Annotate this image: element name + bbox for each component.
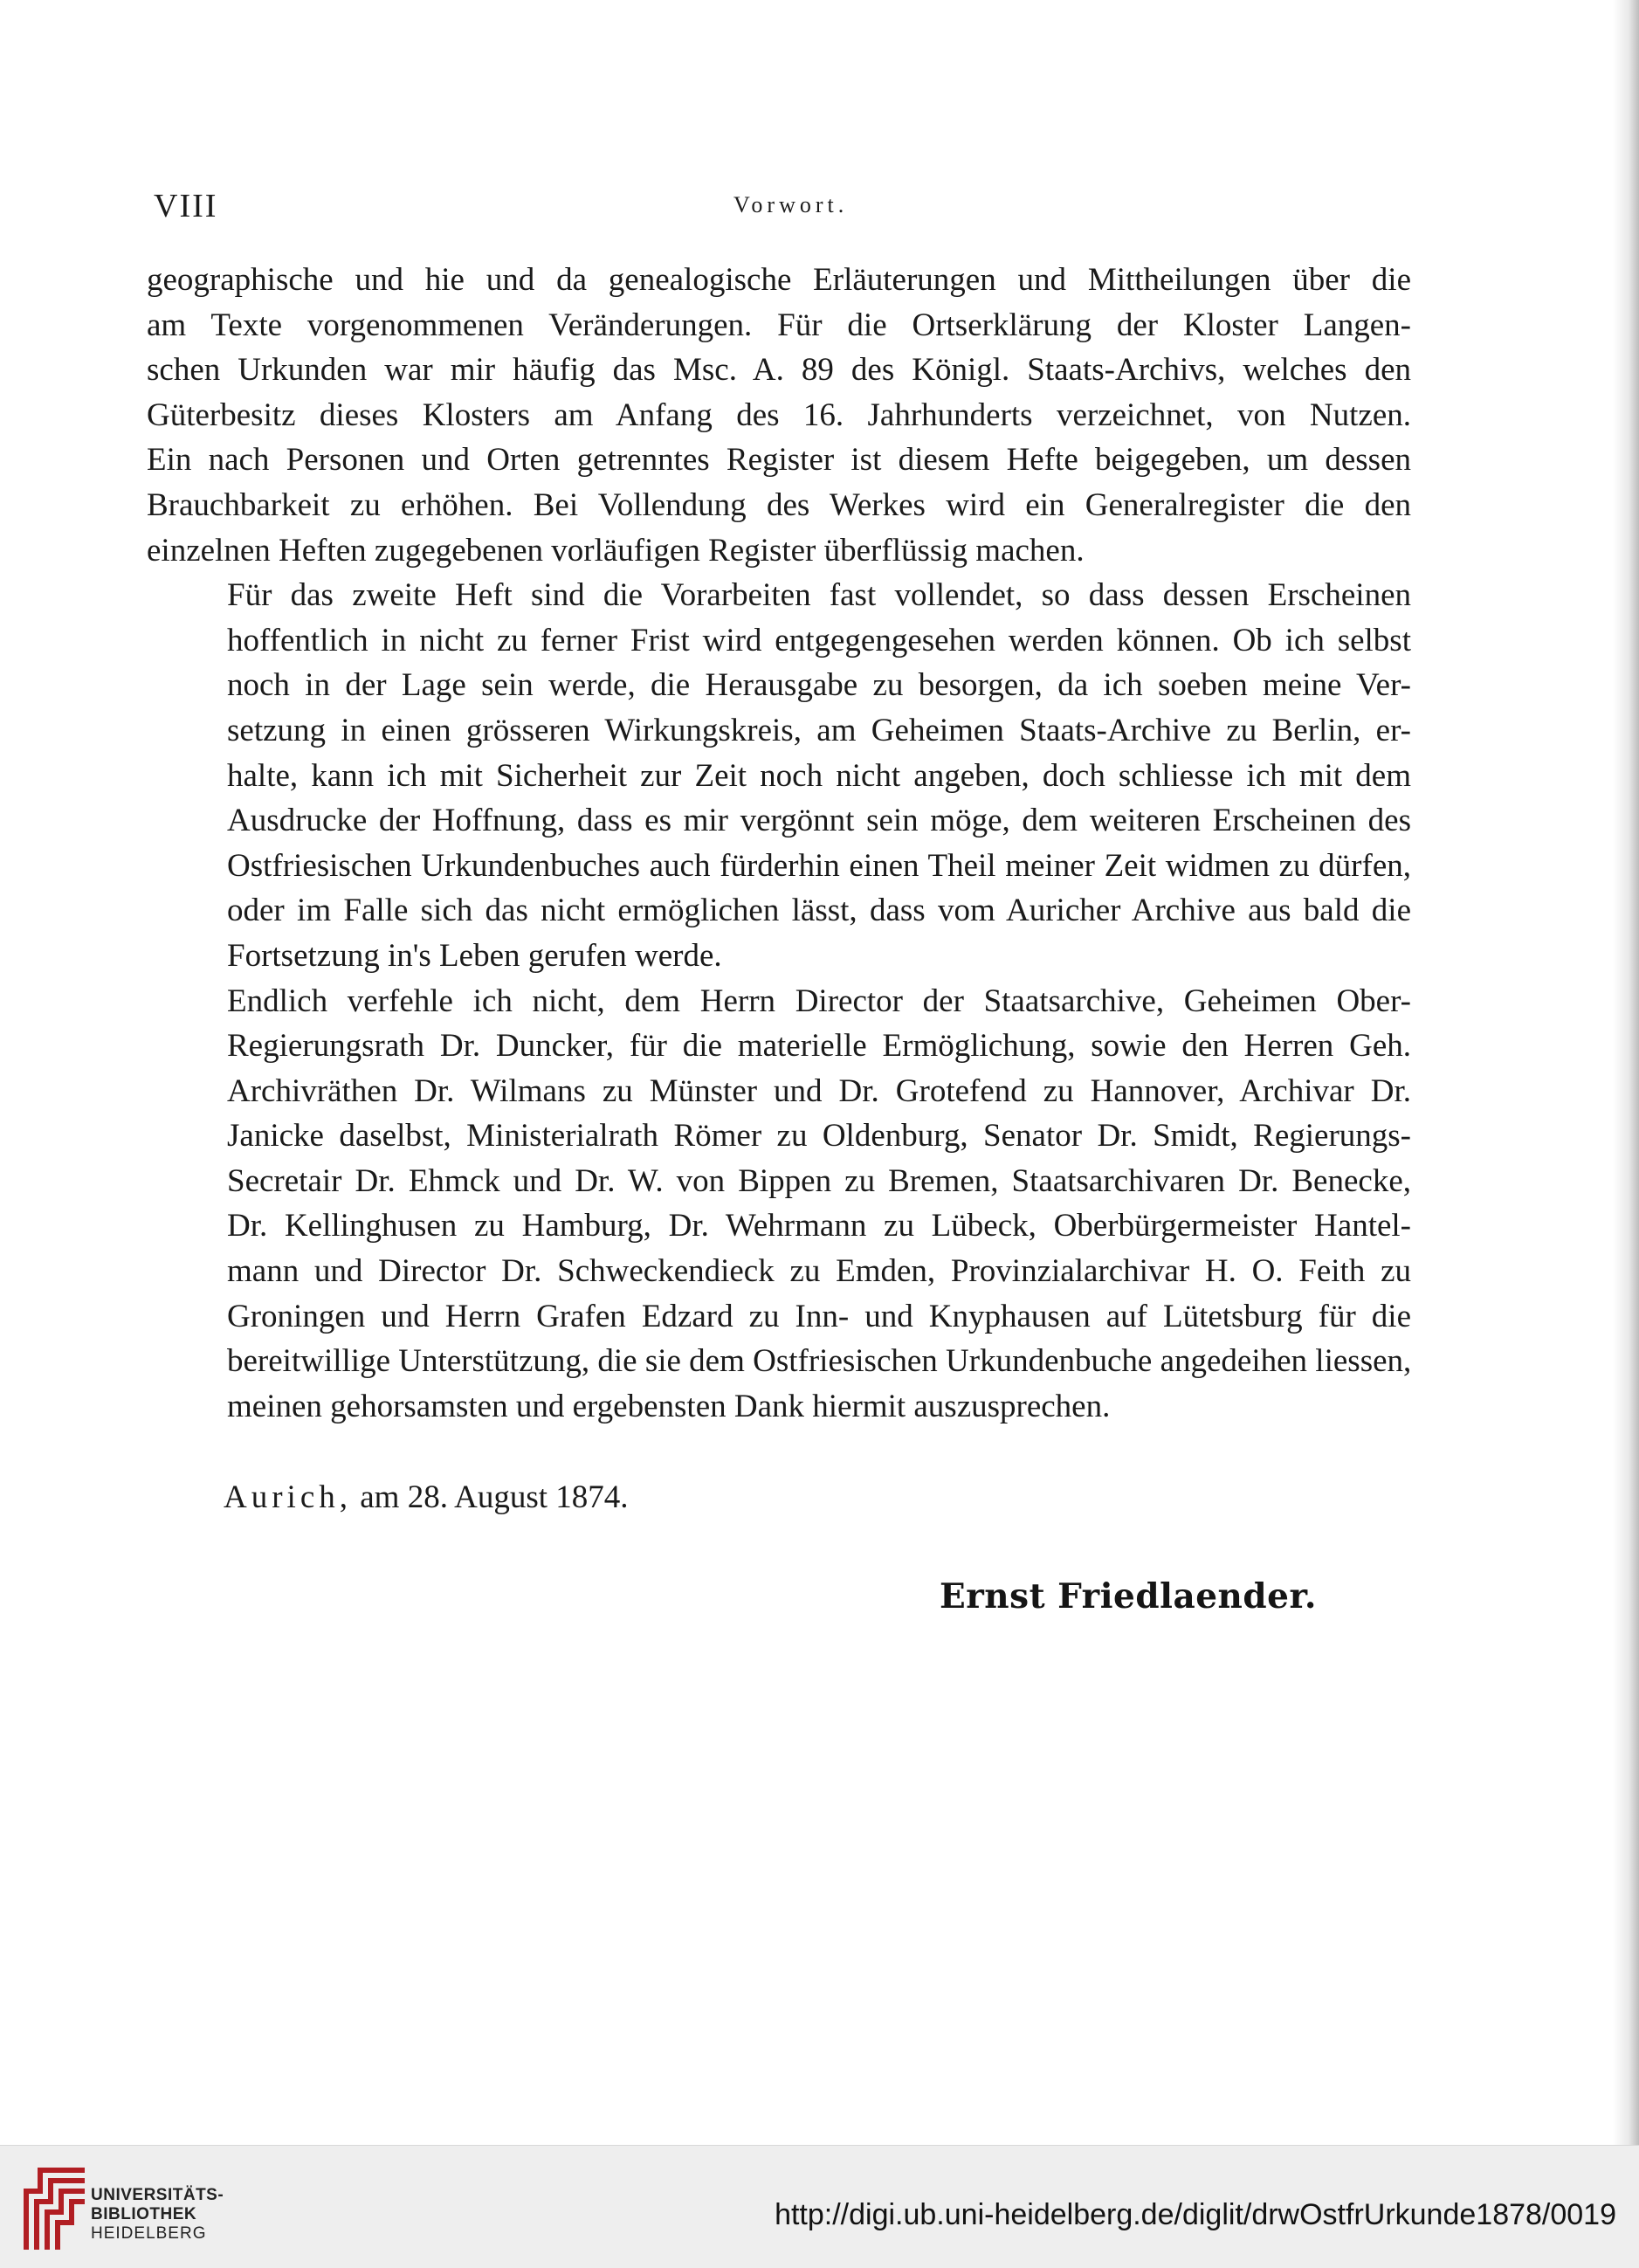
text-line: hoffentlich in nicht zu ferner Frist wird entgegengesehen werden können. Ob ich selbst [227,622,1411,658]
paragraph-3 [147,979,1411,1430]
text-line: oder im Falle sich das nicht ermöglichen lässt, dass vom Auricher Archive aus bald die [227,893,1411,929]
text-line: am Texte vorgenommenen Veränderungen. Für die Ortserklärung der Kloster Langen- [147,307,1411,343]
text-line: Ostfriesischen Urkundenbuches auch fürderhin einen Theil meiner Zeit widmen zu dürfen, [227,847,1411,884]
text-line: Secretair Dr. Ehmck und Dr. W. von Bippen zu Bremen, Staatsarchivaren Dr. Benecke, [227,1162,1411,1199]
paragraph-2 [147,573,1411,978]
text-line: Ein nach Personen und Orten getrenntes Register ist diesem Hefte beigegeben, um dessen [147,442,1411,479]
text-line: Brauchbarkeit zu erhöhen. Bei Vollendung des Werkes wird ein Generalregister die den [147,486,1411,523]
text-line: mann und Director Dr. Schweckendieck zu Emden, Provinzialarchivar H. O. Feith zu [227,1253,1411,1290]
text-line: bereitwillige Unterstützung, die sie dem Ostfriesischen Urkundenbuche angedeihen liessen, [227,1343,1412,1380]
text-line: halte, kann ich mit Sicherheit zur Zeit noch nicht angeben, doch schliesse ich mit dem [227,757,1411,794]
library-name-line1: UNIVERSITÄTS- [91,2186,224,2204]
text-line: einzelnen Heften zugegebenen vorläufigen Register überflüssig machen. [147,532,1085,569]
text-line: Groningen und Herrn Grafen Edzard zu Inn- und Knyphausen auf Lütetsburg für die [227,1298,1411,1334]
library-name-line2: BIBLIOTHEK [91,2205,197,2223]
text-line: Dr. Kellinghusen zu Hamburg, Dr. Wehrmann zu Lübeck, Oberbürgermeister Hantel- [227,1208,1411,1244]
library-logo-icon [21,2165,89,2252]
author-signature: Ernst Friedlaender. [940,1576,1318,1617]
body-text [147,258,1411,1429]
running-title: Vorwort. [733,192,849,217]
text-line: Janicke daselbst, Ministerialrath Römer zu Oldenburg, Senator Dr. Smidt, Regierungs- [227,1118,1411,1155]
text-line: Güterbesitz dieses Klosters am Anfang des 16. Jahrhunderts verzeichnet, von Nutzen. [147,396,1411,433]
text-line: schen Urkunden war mir häufig das Msc. A. 89 des Königl. Staats-Archivs, welches den [147,352,1411,389]
text-line: setzung in einen grösseren Wirkungskreis, am Geheimen Staats-Archive zu Berlin, er- [227,712,1411,748]
page-header [154,187,1411,231]
library-footer [0,2145,1639,2268]
text-line: Archivräthen Dr. Wilmans zu Münster und Dr. Grotefend zu Hannover, Archivar Dr. [227,1072,1411,1109]
text-line: geographische und hie und da genealogische Erläuterungen und Mittheilungen über die [147,262,1411,298]
text-line: Endlich verfehle ich nicht, dem Herrn Director der Staatsarchive, Geheimen Ober- [227,982,1411,1019]
page-edge-shadow [1613,0,1639,2145]
library-name [91,2186,224,2244]
dateline-place: Aurich, [224,1479,352,1515]
text-line: Fortsetzung in's Leben gerufen werde. [227,937,722,974]
text-line: meinen gehorsamsten und ergebensten Dank hiermit auszusprechen. [227,1388,1111,1424]
page-number: VIII [154,188,218,224]
paragraph-1 [147,258,1411,573]
text-line: Für das zweite Heft sind die Vorarbeiten fast vollendet, so dass dessen Erscheinen [227,577,1411,614]
dateline [224,1479,629,1516]
text-line: Regierungsrath Dr. Duncker, für die materielle Ermöglichung, sowie den Herren Geh. [227,1028,1411,1065]
source-url-link[interactable]: http://digi.ub.uni-heidelberg.de/diglit/drwOstfrUrkunde1878/0019 [775,2198,1616,2231]
dateline-date: am 28. August 1874. [360,1479,629,1515]
library-name-line3: HEIDELBERG [91,2224,207,2243]
text-line: noch in der Lage sein werde, die Herausgabe zu besorgen, da ich soeben meine Ver- [227,667,1411,704]
text-line: Ausdrucke der Hoffnung, dass es mir vergönnt sein möge, dem weiteren Erscheinen des [227,803,1411,839]
